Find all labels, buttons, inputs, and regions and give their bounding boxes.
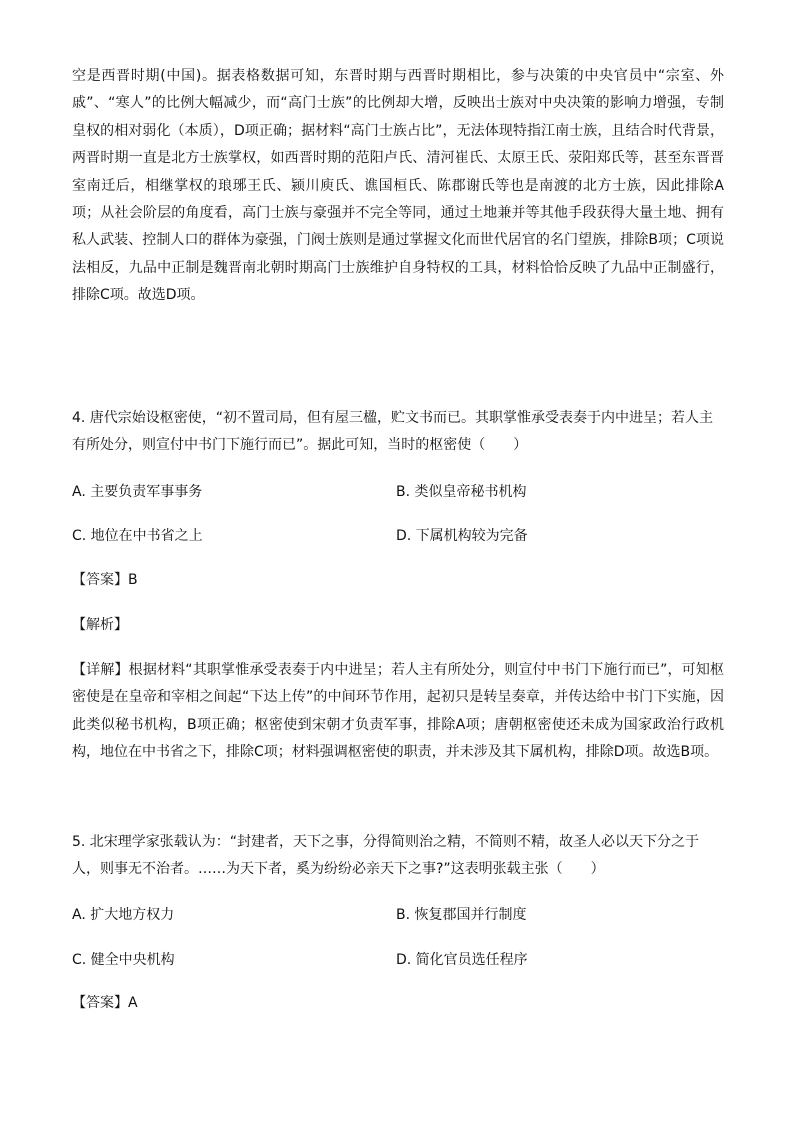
answer-value: A bbox=[128, 995, 138, 1011]
question-4-option-d: D. 下属机构较为完备 bbox=[396, 528, 528, 544]
answer-label: 【答案】 bbox=[72, 572, 128, 588]
question-5-option-d: D. 简化官员选任程序 bbox=[396, 952, 528, 968]
question-4-option-c: C. 地位在中书省之上 bbox=[72, 528, 203, 544]
detail-label: 【详解】 bbox=[72, 662, 129, 678]
detail-text: 根据材料“其职掌惟承受表奏于内中进呈；若人主有所处分，则宣付中书门下施行而已”，可知枢密使是在皇帝和宰相之间起“下达上传”的中间环节作用，起初只是转呈奏章，并传达给中书门下实施，因此类似秘书机构，B项正确；枢密使到宋朝才负责军事，排除A项；唐朝枢密使还未成为国家政治行政机构，地位在中书省之下，排除C项；材料强调枢密使的职责，并未涉及其下属机构，排除D项。故选B项。 bbox=[72, 662, 724, 761]
question-5-answer bbox=[72, 993, 138, 1013]
answer-label: 【答案】 bbox=[72, 995, 128, 1011]
question-5-option-c: C. 健全中央机构 bbox=[72, 952, 175, 968]
answer-value: B bbox=[128, 572, 138, 588]
question-4-stem: 4. 唐代宗始设枢密使，“初不置司局，但有屋三楹，贮文书而已。其职掌惟承受表奏于内中进呈；若人主有所处分，则宣付中书门下施行而已”。据此可知，当时的枢密使（ ） bbox=[72, 410, 714, 454]
question-5-stem: 5. 北宋理学家张载认为：“封建者，天下之事，分得简则治之精，不简则不精，故圣人必以天下分之于人，则事无不治者。……为天下者，奚为纷纷必亲天下之事?”这表明张载主张（ ） bbox=[72, 834, 700, 878]
question-4-option-b: B. 类似皇帝秘书机构 bbox=[396, 484, 527, 500]
question-4-analysis-label: 【解析】 bbox=[72, 617, 128, 633]
previous-explanation-continuation: 空是西晋时期(中国)。据表格数据可知，东晋时期与西晋时期相比，参与决策的中央官员中“宗室、外戚”、“寒人”的比例大幅减少，而“高门士族”的比例却大增，反映出士族对中央决策的影响力增强，专制皇权的相对弱化（本质），D项正确；据材料“高门士族占比”，无法体现特指江南士族，且结合时代背景，两晋时期一直是北方士族掌权，如西晋时期的范阳卢氏、清河崔氏、太原王氏、荥阳郑氏等，甚至东晋晋室南迁后，相继掌权的琅琊王氏、颍川庾氏、谯国桓氏、陈郡谢氏等也是南渡的北方士族，因此排除A项；从社会阶层的角度看，高门士族与豪强并不完全等同，通过土地兼并等其他手段获得大量土地、拥有私人武装、控制人口的群体为豪强，门阀士族则是通过掌握文化而世代居官的名门望族，排除B项；C项说法相反，九品中正制是魏晋南北朝时期高门士族维护自身特权的工具，材料恰恰反映了九品中正制盛行，排除C项。故选D项。 bbox=[72, 68, 724, 304]
question-4-detail bbox=[72, 657, 724, 767]
question-4-option-a: A. 主要负责军事事务 bbox=[72, 484, 203, 500]
question-4-answer bbox=[72, 570, 138, 590]
question-5-option-a: A. 扩大地方权力 bbox=[72, 907, 175, 923]
question-5-option-b: B. 恢复郡国并行制度 bbox=[396, 907, 527, 923]
